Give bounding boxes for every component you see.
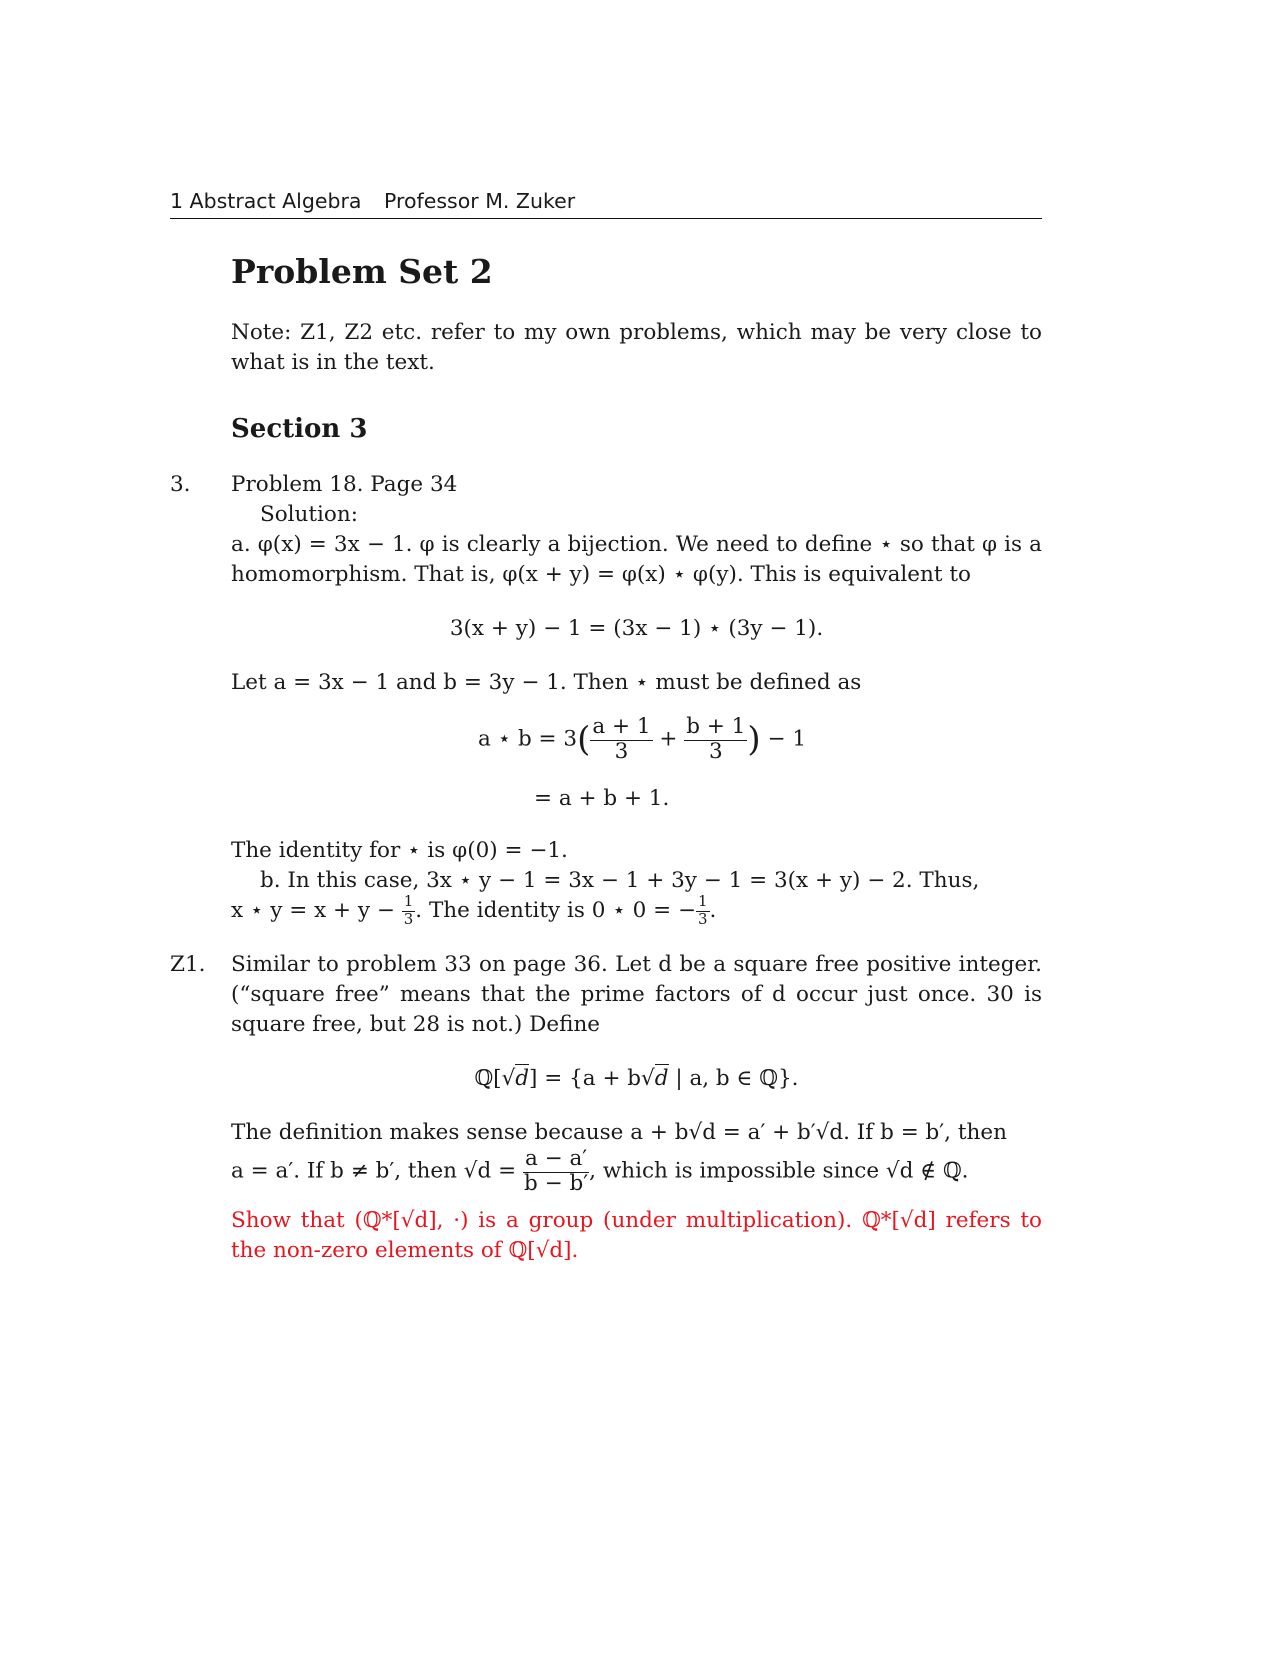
solution-label: Solution: <box>260 502 358 527</box>
eq2-plus: + <box>659 726 678 752</box>
part-b-identity: . The identity is 0 ⋆ 0 = − <box>415 897 696 923</box>
page-title: Problem Set 2 <box>231 252 493 291</box>
definition-equation: ℚ[√d] = {a + b√d | a, b ∈ ℚ}. <box>474 1066 799 1091</box>
sense-line-1: The definition makes sense because a + b√d = a′ + b′√d. If b = b′, then <box>231 1120 1007 1145</box>
note-paragraph: Note: Z1, Z2 etc. refer to my own problems, which may be very close to what is in the text. <box>231 320 1042 375</box>
section-heading: Section 3 <box>231 414 368 444</box>
z1-number: Z1. <box>170 952 206 977</box>
one-third-fraction: $\frac{1}{3}$ <box>403 892 414 928</box>
eq2-fraction-b: $\frac{b + 1}{3}$ <box>686 714 746 764</box>
eq2-lhs: a ⋆ b = 3 <box>478 726 578 752</box>
problem-number: 3. <box>170 472 191 497</box>
let-line: Let a = 3x − 1 and b = 3y − 1. Then ⋆ must be defined as <box>231 670 862 695</box>
z1-intro: Similar to problem 33 on page 36. Let d be a square free positive integer. (“square free” means that the prime factors of d occur just once. 30 is square free, but 28 is not.) Define <box>231 952 1042 1037</box>
part-b-expr: x ⋆ y = x + y − <box>231 897 395 923</box>
sense-expr: a = a′. If b ≠ b′, then √d = <box>231 1158 517 1184</box>
difference-fraction: $\frac{a - a'}{b - b'}$ <box>524 1146 589 1196</box>
equation-3: = a + b + 1. <box>534 786 670 811</box>
eq2-fraction-a: $\frac{a + 1}{3}$ <box>592 714 651 764</box>
equation-1: 3(x + y) − 1 = (3x − 1) ⋆ (3y − 1). <box>449 616 824 641</box>
part-b-line-2: x ⋆ y = x + y − $\frac{1}{3}$ . The identity is 0 ⋆ 0 = − $\frac{1}{3}$ . <box>231 892 717 928</box>
part-b-line-1: b. In this case, 3x ⋆ y − 1 = 3x − 1 + 3y − 1 = 3(x + y) − 2. Thus, <box>260 868 980 893</box>
professor-label: Professor M. Zuker <box>384 189 576 213</box>
identity-a: The identity for ⋆ is φ(0) = −1. <box>231 838 568 863</box>
sense-line-2 <box>231 1148 969 1195</box>
sense-conclusion: , which is impossible since √d ∉ ℚ. <box>589 1158 969 1184</box>
task-statement: Show that (ℚ*[√d], ·) is a group (under multiplication). ℚ*[√d] refers to the non-zero elements of ℚ[√d]. <box>231 1208 1042 1263</box>
eq2-tail: − 1 <box>767 726 806 752</box>
equation-2: a ⋆ b = 3( $\frac{a + 1}{3}$ + $\frac{b + 1}{3}$ ) − 1 <box>478 714 806 764</box>
one-third-fraction-2: $\frac{1}{3}$ <box>697 892 708 928</box>
problem-heading: Problem 18. Page 34 <box>231 472 458 497</box>
chapter-label: 1 Abstract Algebra <box>170 189 362 213</box>
page-header <box>170 188 1042 219</box>
part-a-paragraph: a. φ(x) = 3x − 1. φ is clearly a bijection. We need to define ⋆ so that φ is a homomorphism. That is, φ(x + y) = φ(x) ⋆ φ(y). This is equivalent to <box>231 532 1042 587</box>
